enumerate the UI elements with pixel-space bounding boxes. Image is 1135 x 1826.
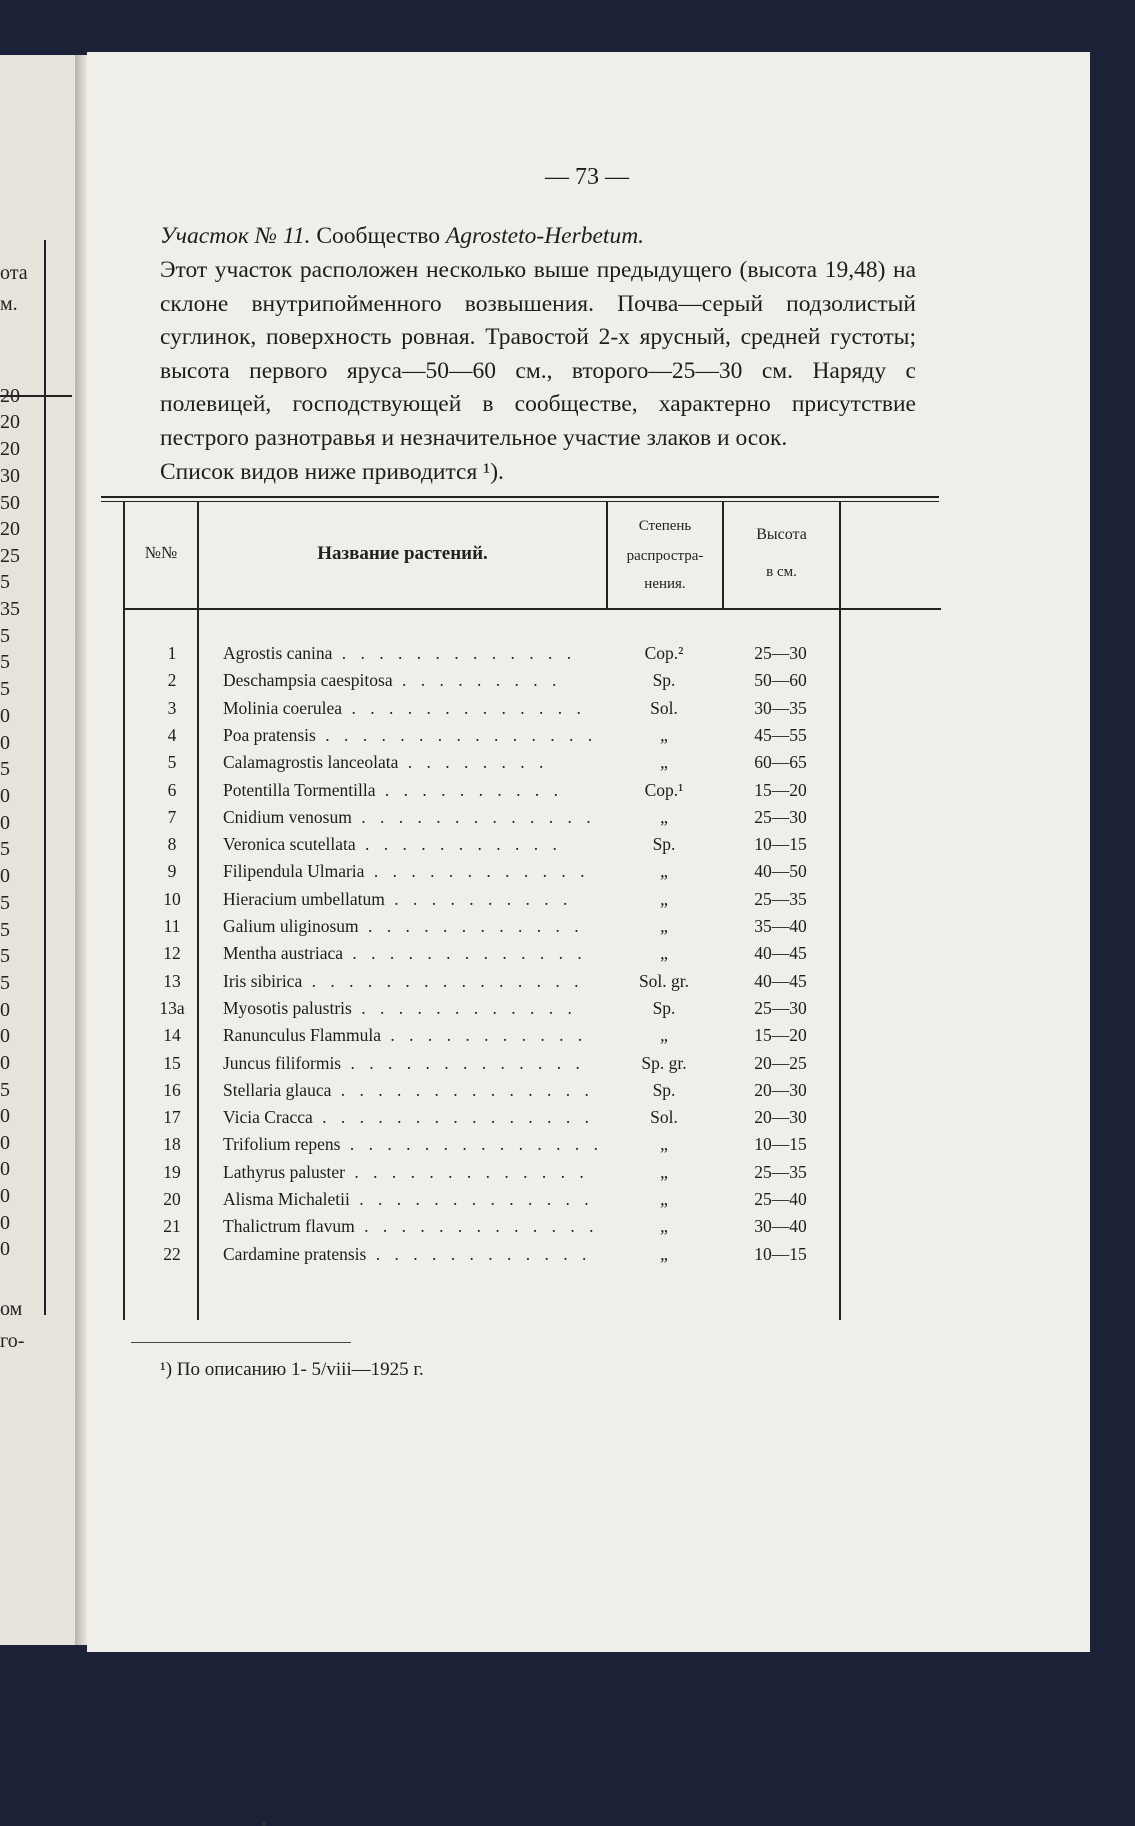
- plant-name-text: Iris sibirica: [223, 970, 303, 991]
- previous-page-edge: [0, 55, 75, 1645]
- previous-page-fragment: 5: [0, 625, 10, 647]
- height-cm: 10—15: [754, 1134, 807, 1155]
- row-number: 1: [167, 643, 177, 663]
- previous-page-fragment: 20: [0, 438, 20, 460]
- row-number: 5: [167, 752, 177, 773]
- leader-dots: . . . . . . . . . . . .: [366, 1243, 592, 1264]
- distribution-degree: „: [660, 724, 668, 745]
- previous-page-fragment: 0: [0, 1132, 10, 1154]
- previous-page-fragment: 0: [0, 812, 10, 834]
- plant-name: [223, 752, 575, 773]
- height-cm: 15—20: [754, 1025, 807, 1046]
- row-number: 17: [163, 1107, 181, 1128]
- height-cm: 60—65: [754, 752, 807, 773]
- distribution-degree: Sol. gr.: [638, 970, 690, 991]
- header-number: №№: [144, 543, 178, 562]
- previous-page-fragment: 5: [0, 919, 10, 941]
- row-number: 18: [163, 1134, 181, 1155]
- leader-dots: . . . . . . . . .: [392, 670, 562, 691]
- community-name: Agrosteto-Herbetum.: [445, 223, 645, 249]
- height-cm: 40—45: [754, 943, 807, 964]
- previous-page-fragment: 0: [0, 1238, 10, 1260]
- row-number: 14: [163, 1025, 181, 1046]
- leader-dots: . . . . . . . .: [398, 752, 549, 773]
- row-number: 4: [167, 724, 177, 745]
- row-number: 13a: [159, 997, 185, 1018]
- table-row: [101, 698, 939, 725]
- distribution-degree: Sp.: [652, 670, 676, 691]
- height-cm: 35—40: [754, 916, 807, 936]
- previous-page-fragment: 25: [0, 545, 20, 567]
- plot-label: Участок № 11.: [160, 223, 311, 249]
- plant-name: [223, 1052, 585, 1074]
- height-cm: 10—15: [754, 1243, 807, 1264]
- table-row: [101, 1134, 939, 1161]
- table-row: [101, 943, 939, 970]
- previous-page-fragment: 0: [0, 1052, 10, 1074]
- plant-name: [223, 1134, 603, 1155]
- plant-name: [223, 780, 575, 801]
- plant-name: [223, 916, 584, 937]
- plant-name: [223, 724, 598, 746]
- table-row: [101, 834, 939, 861]
- row-number: 9: [167, 861, 177, 882]
- leader-dots: . . . . . . . . . . . .: [364, 861, 590, 882]
- row-number: 7: [167, 806, 177, 827]
- distribution-degree: „: [660, 861, 668, 882]
- row-number: 22: [163, 1243, 181, 1264]
- leader-dots: . . . . . . . . . . .: [380, 1025, 588, 1046]
- leader-dots: . . . . . . . . . . . . . . .: [302, 970, 584, 991]
- leader-dots: . . . . . . . . . . . . .: [351, 806, 596, 827]
- previous-page-fragment: 50: [0, 492, 20, 514]
- previous-page-fragment: м.: [0, 293, 18, 315]
- table-row: [101, 807, 939, 834]
- plant-name-text: Calamagrostis lanceolata: [223, 752, 399, 773]
- leader-dots: . . . . . . . . . . . . . . .: [312, 1107, 595, 1128]
- table-row: [101, 670, 939, 697]
- book-page: [87, 52, 1090, 1652]
- table-row: [101, 1053, 939, 1080]
- distribution-degree: „: [660, 1243, 668, 1264]
- distribution-degree: Cop.¹: [644, 779, 684, 800]
- header-degree-line1: Степень: [638, 518, 692, 534]
- distribution-degree: „: [660, 1134, 668, 1155]
- header-height-line2: в см.: [766, 564, 797, 580]
- plant-name: [223, 1243, 592, 1265]
- previous-page-fragment: го-: [0, 1330, 25, 1352]
- plant-name-text: Veronica scutellata: [223, 834, 356, 855]
- plant-name-text: Stellaria glauca: [223, 1079, 332, 1100]
- previous-page-fragment: 0: [0, 865, 10, 887]
- height-cm: 25—30: [754, 806, 807, 827]
- leader-dots: . . . . . . . . . .: [375, 779, 564, 800]
- previous-page-fragment: 5: [0, 1079, 10, 1101]
- table-column-rule: [722, 502, 724, 608]
- header-degree-line3: нения.: [644, 576, 686, 592]
- plant-name-text: Agrostis canina: [223, 643, 333, 663]
- height-cm: 45—55: [754, 724, 807, 745]
- leader-dots: . . . . . . . . . . . . .: [354, 1216, 599, 1237]
- previous-page-fragment: 0: [0, 785, 10, 807]
- previous-page-fragment: 35: [0, 598, 20, 620]
- row-number: 15: [163, 1052, 181, 1073]
- leader-dots: . . . . . . . . . . . . .: [349, 1189, 594, 1209]
- row-number: 13: [163, 970, 181, 991]
- previous-page-rule: [44, 240, 46, 1315]
- plant-name: [223, 806, 596, 828]
- height-cm: 25—35: [754, 1161, 807, 1182]
- previous-page-fragment: 20: [0, 518, 20, 540]
- previous-page-fragment: 20: [0, 385, 20, 407]
- previous-page-fragment: 0: [0, 705, 10, 727]
- plant-name: [223, 889, 575, 910]
- plant-name-text: Hieracium umbellatum: [223, 888, 385, 909]
- plant-name: [223, 861, 590, 882]
- plant-name-text: Cnidium venosum: [223, 806, 352, 827]
- row-number: 2: [167, 670, 177, 691]
- table-row: [101, 1162, 939, 1189]
- table-row: [101, 780, 939, 807]
- table-row: [101, 1080, 939, 1107]
- plant-name: [223, 697, 586, 719]
- height-cm: 25—40: [754, 1189, 807, 1209]
- footnote-rule: [131, 1342, 351, 1343]
- leader-dots: . . . . . . . . . . .: [355, 834, 562, 855]
- distribution-degree: „: [660, 752, 668, 773]
- plant-name: [223, 1079, 594, 1101]
- plant-name: [223, 943, 587, 964]
- table-row: [101, 1189, 939, 1216]
- distribution-degree: Sol.: [650, 697, 678, 718]
- row-number: 3: [167, 697, 177, 718]
- height-cm: 40—45: [754, 970, 807, 991]
- height-cm: 30—40: [754, 1216, 807, 1237]
- height-cm: 20—30: [754, 1107, 807, 1128]
- table-header-rule: [123, 608, 941, 610]
- species-list-intro: Список видов ниже приводится ¹).: [160, 459, 504, 485]
- table-row: [101, 861, 939, 888]
- previous-page-fragment: 0: [0, 999, 10, 1021]
- table-row: [101, 1107, 939, 1134]
- section-heading: [160, 220, 916, 254]
- plant-name: [223, 1161, 589, 1183]
- plant-name: [223, 970, 584, 992]
- height-cm: 20—30: [754, 1079, 807, 1100]
- distribution-degree: Sp.: [652, 1079, 676, 1100]
- plant-name: [223, 643, 575, 664]
- leader-dots: . . . . . . . . . . . .: [351, 997, 577, 1018]
- previous-page-fragment: 5: [0, 571, 10, 593]
- previous-page-fragment: 0: [0, 1185, 10, 1207]
- height-cm: 30—35: [754, 697, 807, 718]
- leader-dots: . . . . . . . . . .: [384, 888, 573, 909]
- distribution-degree: Sp.: [652, 834, 676, 855]
- leader-dots: . . . . . . . . . . . . .: [332, 643, 577, 663]
- header-name: Название растений.: [317, 543, 488, 564]
- plant-name-text: Filipendula Ulmaria: [223, 861, 365, 882]
- plant-name: [223, 1216, 599, 1237]
- plant-name-text: Myosotis palustris: [223, 997, 352, 1018]
- community-word: Сообщество: [316, 223, 440, 249]
- table-row: [101, 916, 939, 943]
- page-number: — 73 —: [545, 164, 629, 190]
- distribution-degree: „: [660, 888, 668, 909]
- distribution-degree: „: [660, 1189, 668, 1209]
- plant-name: [223, 1025, 588, 1046]
- height-cm: 25—30: [754, 643, 807, 663]
- distribution-degree: Cop.²: [644, 643, 684, 663]
- distribution-degree: „: [660, 916, 668, 936]
- distribution-degree: „: [660, 1025, 668, 1046]
- book-spine: [75, 55, 87, 1645]
- row-number: 19: [163, 1161, 181, 1182]
- previous-page-fragment: 0: [0, 732, 10, 754]
- previous-page-fragment: 5: [0, 972, 10, 994]
- header-degree-line2: распростра-: [626, 548, 704, 564]
- leader-dots: . . . . . . . . . . . . .: [344, 1161, 589, 1182]
- plant-name-text: Lathyrus paluster: [223, 1161, 345, 1182]
- previous-page-fragment: 0: [0, 1158, 10, 1180]
- height-cm: 25—30: [754, 997, 807, 1018]
- plant-name-text: Ranunculus Flammula: [223, 1025, 381, 1046]
- height-cm: 20—25: [754, 1052, 807, 1073]
- ink-speck: [262, 1822, 266, 1826]
- header-height-line1: Высота: [756, 526, 807, 543]
- plant-name: [223, 834, 575, 855]
- row-number: 6: [167, 779, 177, 800]
- plant-name-text: Trifolium repens: [223, 1134, 341, 1155]
- distribution-degree: Sol.: [650, 1107, 678, 1128]
- row-number: 11: [163, 916, 181, 936]
- species-table: [101, 496, 939, 1320]
- table-row: [101, 725, 939, 752]
- table-row: [101, 752, 939, 779]
- leader-dots: . . . . . . . . . . . . . . .: [315, 724, 598, 745]
- previous-page-fragment: 0: [0, 1212, 10, 1234]
- row-number: 12: [163, 943, 181, 964]
- footnote: ¹) По описанию 1- 5/viii—1925 г.: [160, 1359, 424, 1380]
- height-cm: 40—50: [754, 861, 807, 882]
- previous-page-fragment: 5: [0, 945, 10, 967]
- plant-name-text: Potentilla Tormentilla: [223, 779, 376, 800]
- plant-name-text: Molinia coerulea: [223, 697, 343, 718]
- plant-name: [223, 998, 575, 1019]
- table-row: [101, 971, 939, 998]
- leader-dots: . . . . . . . . . . . . . .: [331, 1079, 594, 1100]
- description-paragraph: Этот участок расположен несколько выше предыдущего (высота 19,48) на склоне внутрипойменного возвышения. Почва—серый подзолистый суглинок, поверхность ровная. Травостой 2-х ярусный, средней густоты; высота первого яруса—50—60 см., второго—25—30 см. Наряду с полевицей, господствующей в сообществе, характерно присутствие пестрого разнотравья и незначительное участие злаков и осок.: [160, 257, 916, 451]
- previous-page-fragment: ота: [0, 262, 28, 284]
- previous-page-fragment: ом: [0, 1298, 23, 1320]
- table-row: [101, 889, 939, 916]
- plant-name-text: Thalictrum flavum: [223, 1216, 355, 1237]
- row-number: 10: [163, 888, 181, 909]
- row-number: 8: [167, 834, 177, 855]
- previous-page-fragment: 5: [0, 678, 10, 700]
- previous-page-fragment: 5: [0, 838, 10, 860]
- previous-page-fragment: 5: [0, 758, 10, 780]
- previous-page-fragment: 0: [0, 1025, 10, 1047]
- plant-name: [223, 1107, 595, 1128]
- plant-name-text: Vicia Cracca: [223, 1107, 313, 1128]
- previous-page-fragment: 5: [0, 892, 10, 914]
- distribution-degree: „: [660, 943, 668, 964]
- plant-name-text: Cardamine pratensis: [223, 1243, 367, 1264]
- distribution-degree: „: [660, 1161, 668, 1182]
- distribution-degree: „: [660, 1216, 668, 1237]
- height-cm: 25—35: [754, 888, 807, 909]
- height-cm: 10—15: [754, 834, 807, 855]
- table-top-rule: [101, 496, 939, 498]
- height-cm: 50—60: [754, 670, 807, 691]
- leader-dots: . . . . . . . . . . . . .: [341, 1052, 585, 1073]
- plant-name: [223, 1189, 594, 1210]
- table-row: [101, 643, 939, 670]
- previous-page-fragment: 20: [0, 411, 20, 433]
- table-row: [101, 1244, 939, 1271]
- previous-page-fragment: 30: [0, 465, 20, 487]
- row-number: 21: [163, 1216, 181, 1237]
- table-row: [101, 1025, 939, 1052]
- distribution-degree: Sp.: [652, 997, 676, 1018]
- plant-name-text: Galium uliginosum: [223, 916, 359, 936]
- plant-name-text: Poa pratensis: [223, 724, 316, 745]
- plant-name-text: Juncus filiformis: [223, 1052, 342, 1073]
- previous-page-fragment: 0: [0, 1105, 10, 1127]
- distribution-degree: Sp. gr.: [641, 1052, 687, 1073]
- distribution-degree: „: [660, 806, 668, 827]
- plant-name-text: Mentha austriaca: [223, 943, 344, 964]
- leader-dots: . . . . . . . . . . . .: [358, 916, 584, 936]
- previous-page-fragment: 5: [0, 651, 10, 673]
- plant-name-text: Deschampsia caespitosa: [223, 670, 393, 691]
- table-row: [101, 1216, 939, 1243]
- table-row: [101, 998, 939, 1025]
- height-cm: 15—20: [754, 779, 807, 800]
- table-top-rule: [101, 501, 939, 502]
- row-number: 20: [163, 1189, 181, 1209]
- plant-name-text: Alisma Michaletii: [223, 1189, 350, 1209]
- leader-dots: . . . . . . . . . . . . . .: [340, 1134, 603, 1155]
- plant-name: [223, 670, 575, 691]
- leader-dots: . . . . . . . . . . . . .: [342, 697, 586, 718]
- leader-dots: . . . . . . . . . . . . .: [343, 943, 587, 964]
- row-number: 16: [163, 1079, 181, 1100]
